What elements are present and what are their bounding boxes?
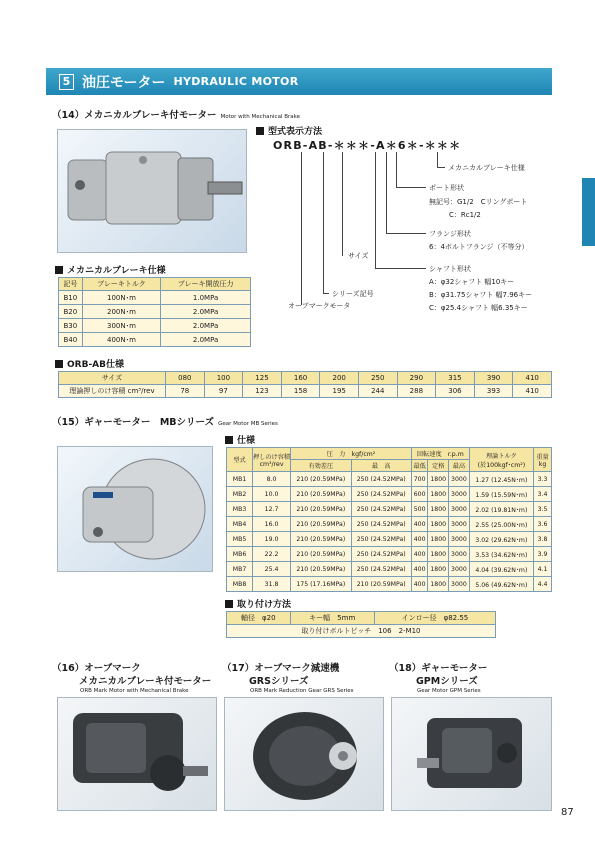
label-port: ポート形状	[429, 184, 464, 192]
leader-line	[437, 167, 445, 168]
leader-line	[323, 152, 324, 293]
gear-motor-illustration	[58, 447, 212, 571]
table-row: MB6 22.2 210 (20.59MPa) 250 (24.52MPa) 400 1800 3000 3.53 (34.62N･m) 3.9	[227, 547, 552, 562]
leader-line	[386, 233, 426, 234]
label-flange-6: 6：4ボルトフランジ（不等分）	[429, 243, 529, 251]
reduction-gear-photo	[224, 697, 384, 811]
item-14-title: （14）メカニカルブレーキ付モーター	[52, 110, 217, 121]
brake-motor-illustration	[58, 130, 246, 252]
table-row: MB3 12.7 210 (20.59MPa) 250 (24.52MPa) 500 1800 3000 2.02 (19.81N･m) 3.5	[227, 502, 552, 517]
model-code-heading: 型式表示方法	[256, 124, 322, 137]
item-16-en: ORB Mark Motor with Mechanical Brake	[80, 688, 189, 694]
leader-line	[396, 152, 397, 187]
section-subtitle: HYDRAULIC MOTOR	[173, 75, 299, 88]
mount-table	[226, 611, 496, 638]
table-row: サイズ 080 100 125 160 200 250 290 315 390 410	[59, 372, 552, 385]
item-18-title: （18）ギャーモーター	[389, 663, 488, 674]
table-row: MB7 25.4 210 (20.59MPa) 250 (24.52MPa) 400 1800 3000 4.04 (39.62N･m) 4.1	[227, 562, 552, 577]
table-row: B40 400N･m 2.0MPa	[59, 333, 251, 347]
table-header: 記号	[59, 278, 83, 291]
brake-spec-table	[58, 277, 251, 347]
table-row: MB5 19.0 210 (20.59MPa) 250 (24.52MPa) 400 1800 3000 3.02 (29.62N･m) 3.8	[227, 532, 552, 547]
orb-spec-heading: ORB-AB仕様	[55, 357, 124, 370]
mb-spec-table: 型式 押しのけ容積 cm³/rev 圧 力 kgf/cm² 回転速度 r.p.m 理論トルク (於100kgf･cm²) 重量 kg 有効差圧 最 高 最低 定格 最高 MB1 8.0 210 (20.59MPa) 250 (24.52MPa) 700 1800 3000 1.27 (12.45N･m) 3.3 MB2 10.0 210 (20.59MPa) 250 (24.52MPa) 600 1800 3000 1.59 (15.59N･m) 3.4 MB3 12.7 210 (20.59MPa) 250 (24.52MPa) 500 1800 3000 2.02 (19.81N･m) 3.5 MB4 16.0 210 (20.59MPa) 250 (24.52MPa) 400 1800 3000 2.55 (25.00N･m) 3.6 MB5 19.0 210 (20.59MPa) 250 (24.52MPa) 400 1800 3000 3.02 (29.62N･m) 3.8 MB6 22.2 210 (20.59MPa) 250 (24.52MPa) 400 1800 3000 3.53 (34.62N･m) 3.9 MB7 25.4 210 (20.59MPa) 250 (24.52MPa) 400 1800 3000 4.04 (39.62N･m) 4.1 MB8 31.8 175 (17.16MPa) 210 (20.59MPa) 400 1800 3000 5.06 (49.62N･m) 4.4	[226, 447, 552, 592]
table-row: 理論押しのけ容積 cm³/rev 78 97 123 158 195 244 288 306 393 410	[59, 385, 552, 398]
leader-line	[375, 152, 376, 268]
label-port-c: C：Rc1/2	[449, 211, 481, 219]
item-18-en: Gear Motor GPM Series	[417, 688, 481, 694]
orb-spec-table	[58, 371, 552, 398]
item-17-en: ORB Mark Reduction Gear GRS Series	[250, 688, 354, 694]
gpm-gear-motor-illustration	[392, 698, 551, 810]
gpm-gear-motor-photo	[391, 697, 552, 811]
section-number: 5	[59, 74, 74, 90]
label-flange: フランジ形状	[429, 230, 471, 238]
mb-spec-heading: 仕様	[225, 433, 255, 446]
table-row: B30 300N･m 2.0MPa	[59, 319, 251, 333]
side-tab	[582, 178, 595, 246]
item-14-en: Motor with Mechanical Brake	[220, 114, 300, 120]
brake-motor-photo	[57, 129, 247, 253]
table-row: B10 100N･m 1.0MPa	[59, 291, 251, 305]
table-row: MB8 31.8 175 (17.16MPa) 210 (20.59MPa) 400 1800 3000 5.06 (49.62N･m) 4.4	[227, 577, 552, 592]
item-16-title: （16）オーブマーク	[52, 663, 141, 674]
label-size: サイズ	[348, 252, 369, 260]
mount-heading: 取り付け方法	[225, 597, 291, 610]
label-brake: メカニカルブレーキ仕様	[448, 164, 525, 172]
table-row: MB1 8.0 210 (20.59MPa) 250 (24.52MPa) 700 1800 3000 1.27 (12.45N･m) 3.3	[227, 472, 552, 487]
leader-line	[375, 268, 426, 269]
section-title: 油圧モーター	[82, 74, 166, 91]
item-14-heading	[52, 107, 300, 121]
orb-brake-motor-photo	[57, 697, 217, 811]
item-15-heading: （15）ギャーモーター MBシリーズ Gear Motor MB Series	[52, 417, 278, 428]
table-header: ブレーキ開放圧力	[161, 278, 251, 291]
item-18-subtitle: GPMシリーズ	[416, 676, 478, 687]
item-16-subtitle: メカニカルブレーキ付モーター	[79, 676, 212, 687]
leader-line	[323, 293, 329, 294]
brake-spec-heading: メカニカルブレーキ仕様	[55, 263, 166, 276]
label-port-std: 無記号：G1/2 Cリングポート	[429, 198, 528, 206]
table-row: MB4 16.0 210 (20.59MPa) 250 (24.52MPa) 400 1800 3000 2.55 (25.00N･m) 3.6	[227, 517, 552, 532]
label-shaft-c: C：φ25.4シャフト 幅6.35キー	[429, 304, 528, 312]
label-shaft-b: B：φ31.75シャフト 幅7.96キー	[429, 291, 533, 299]
gear-motor-photo	[57, 446, 213, 572]
leader-line	[301, 152, 302, 305]
leader-line	[396, 187, 426, 188]
leader-line	[342, 152, 343, 256]
table-row: 軸径 φ20 キー幅 5mm インロー径 φ82.55	[227, 612, 496, 625]
leader-line	[437, 152, 438, 167]
page-number: 87	[561, 807, 574, 818]
section-header	[46, 68, 552, 95]
reduction-gear-illustration	[225, 698, 383, 810]
label-shaft: シャフト形状	[429, 265, 471, 273]
label-shaft-a: A：φ32シャフト 幅10キー	[429, 278, 515, 286]
item-17-subtitle: GRSシリーズ	[249, 676, 309, 687]
table-row: MB2 10.0 210 (20.59MPa) 250 (24.52MPa) 600 1800 3000 1.59 (15.59N･m) 3.4	[227, 487, 552, 502]
label-orbmark: オーブマークモータ	[288, 302, 351, 310]
table-header: ブレーキトルク	[82, 278, 160, 291]
table-row: B20 200N･m 2.0MPa	[59, 305, 251, 319]
orb-brake-motor-illustration	[58, 698, 216, 810]
leader-line	[386, 152, 387, 233]
item-17-title: （17）オーブマーク減速機	[222, 663, 340, 674]
label-series: シリーズ記号	[332, 290, 374, 298]
table-row: 取り付けボルトピッチ 106 2-M10	[227, 625, 496, 638]
model-code: ORB-AB-＊＊＊-A＊6＊-＊＊＊	[273, 139, 462, 152]
